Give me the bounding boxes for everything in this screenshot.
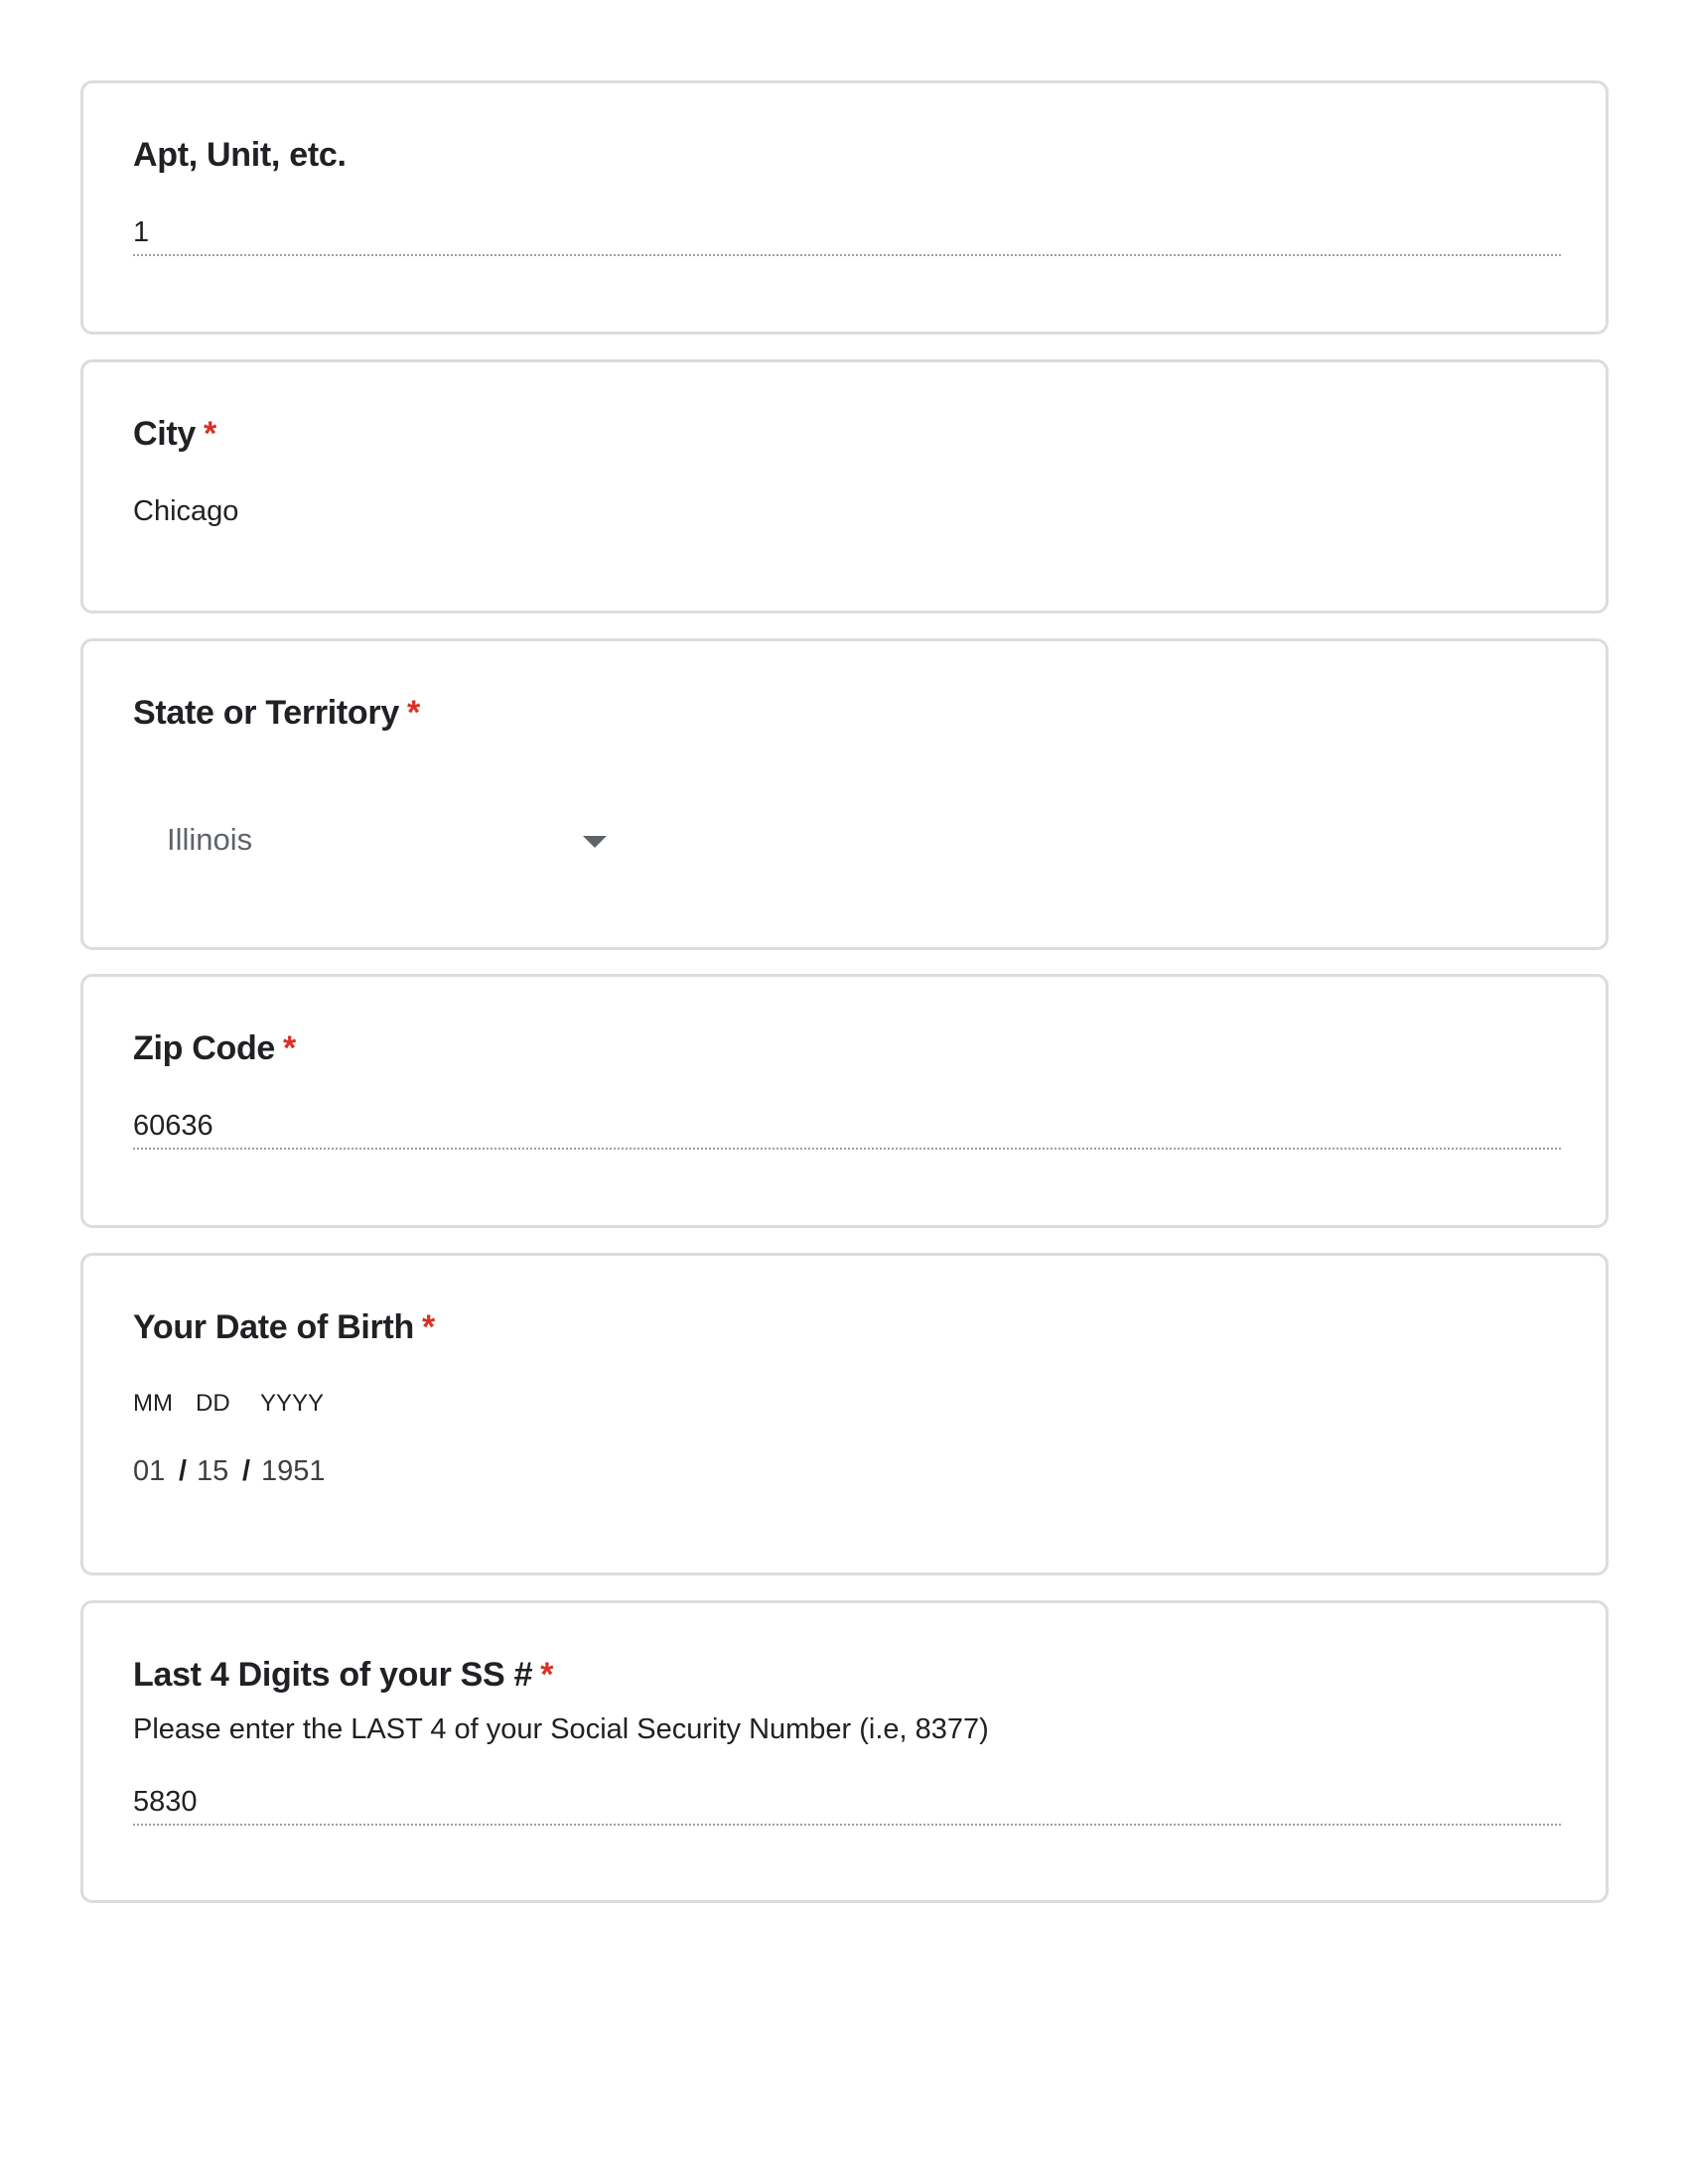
dob-day-input[interactable]: 15 [197,1455,229,1487]
chevron-down-icon [583,836,607,848]
state-label-text: State or Territory [133,694,399,732]
state-select[interactable] [133,810,580,870]
required-asterisk: * [204,415,216,453]
apt-input[interactable]: 1 [133,214,1561,256]
state-select-value: Illinois [167,822,253,857]
day-label: DD [196,1390,230,1417]
dob-question-card [80,1253,1609,1575]
date-separator: / [242,1455,251,1487]
state-question-card [80,638,1609,950]
date-separator: / [179,1455,188,1487]
city-label [133,415,216,454]
ssn-description: Please enter the LAST 4 of your Social Security Number (i.e, 8377) [133,1713,989,1745]
zip-input[interactable]: 60636 [133,1108,1561,1150]
ssn-label [133,1656,553,1695]
state-label [133,694,420,733]
city-input[interactable]: Chicago [133,495,239,527]
dob-month-input[interactable]: 01 [133,1455,166,1487]
ssn-input[interactable]: 5830 [133,1784,1561,1826]
apt-label-text: Apt, Unit, etc. [133,136,347,174]
apt-question-card [80,80,1609,335]
month-label: MM [133,1390,173,1417]
dob-year-input[interactable]: 1951 [261,1455,326,1487]
dob-label-text: Your Date of Birth [133,1308,414,1346]
city-question-card [80,359,1609,614]
apt-label [133,136,347,175]
zip-label-text: Zip Code [133,1029,276,1067]
required-asterisk: * [540,1656,554,1694]
required-asterisk: * [283,1029,296,1067]
city-label-text: City [133,415,197,453]
zip-label [133,1029,296,1068]
zip-question-card [80,974,1609,1228]
dob-label [133,1308,435,1347]
required-asterisk: * [406,694,420,732]
ssn-question-card [80,1600,1609,1903]
year-label: YYYY [260,1390,325,1417]
ssn-label-text: Last 4 Digits of your SS # [133,1656,533,1694]
required-asterisk: * [421,1308,435,1346]
